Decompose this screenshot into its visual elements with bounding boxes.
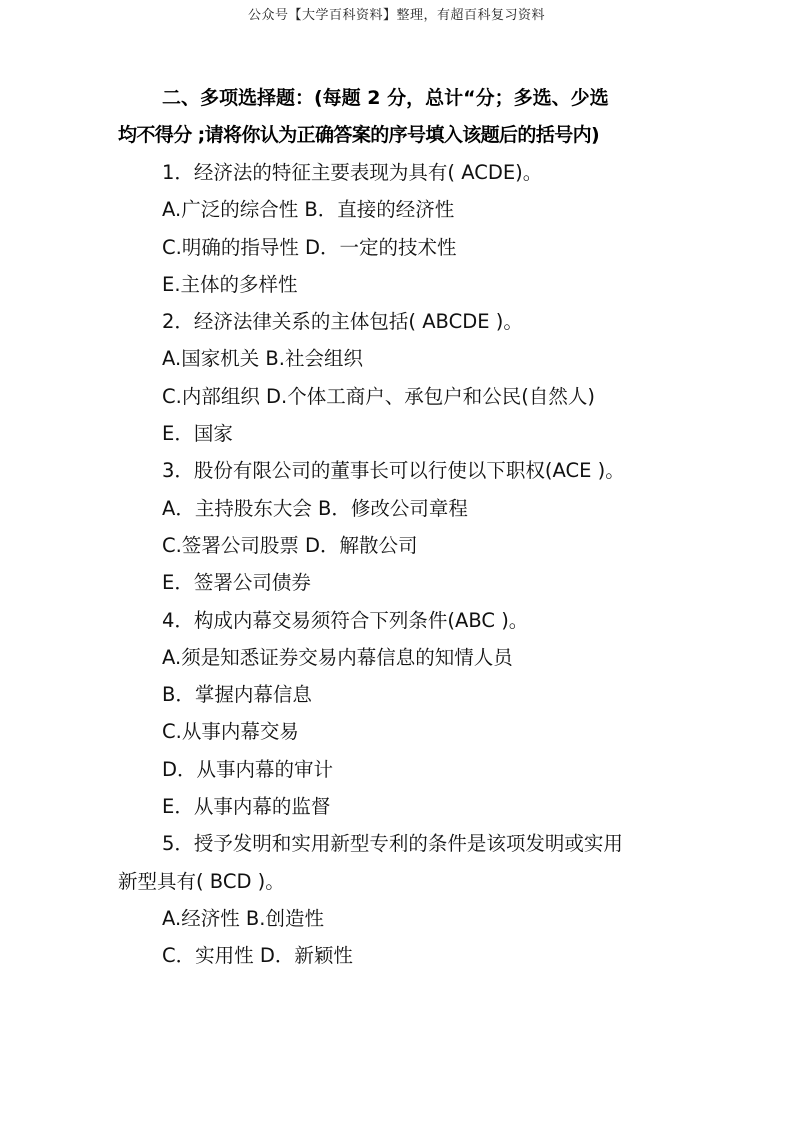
question-1-options-ab: A.广泛的综合性 B．直接的经济性 <box>162 198 455 222</box>
question-4-option-a: A.须是知悉证券交易内幕信息的知情人员 <box>162 645 513 669</box>
question-2-option-e: E．国家 <box>162 422 233 446</box>
question-2-options-ab: A.国家机关 B.社会组织 <box>162 347 363 371</box>
question-3-option-e: E．签署公司债券 <box>162 571 311 595</box>
question-1-stem: 1．经济法的特征主要表现为具有( ACDE)。 <box>162 161 543 184</box>
question-2-stem: 2．经济法律关系的主体包括( ABCDE )。 <box>162 310 523 334</box>
section-heading <box>118 80 674 154</box>
question-5-options-ab: A.经济性 B.创造性 <box>162 906 324 930</box>
question-4-option-e: E．从事内幕的监督 <box>162 795 331 819</box>
question-4-option-d: D．从事内幕的审计 <box>162 757 334 781</box>
section-heading-line-1: 二、多项选择题：(每题 2 分，总计“分；多选、少选 <box>162 87 609 109</box>
question-4-option-b: B．掌握内幕信息 <box>162 683 312 707</box>
question-4-option-c: C.从事内幕交易 <box>162 720 299 744</box>
question-1-option-e: E.主体的多样性 <box>162 272 298 296</box>
question-3-options-ab: A．主持股东大会 B．修改公司章程 <box>162 496 468 520</box>
page-header: 公众号【大学百科资料】整理，有超百科复习资料 <box>247 8 545 23</box>
question-3-stem: 3．股份有限公司的董事长可以行使以下职权(ACE )。 <box>162 459 625 483</box>
section-heading-line-2: 均不得分 ;请将你认为正确答案的序号填入该题后的括号内) <box>118 124 600 146</box>
question-5-stem: 5．授予发明和实用新型专利的条件是该项发明或实用 <box>162 832 623 856</box>
question-list <box>118 154 674 975</box>
question-1-options-cd: C.明确的指导性 D．一定的技术性 <box>162 235 457 259</box>
question-2-options-cd: C.内部组织 D.个体工商户、承包户和公民(自然人) <box>162 384 595 408</box>
question-3-options-cd: C.签署公司股票 D．解散公司 <box>162 533 418 557</box>
question-5-stem-continued: 新型具有( BCD )。 <box>118 869 285 893</box>
question-5-options-cd: C．实用性 D．新颖性 <box>162 944 353 968</box>
question-4-stem: 4．构成内幕交易须符合下列条件(ABC )。 <box>162 608 529 632</box>
